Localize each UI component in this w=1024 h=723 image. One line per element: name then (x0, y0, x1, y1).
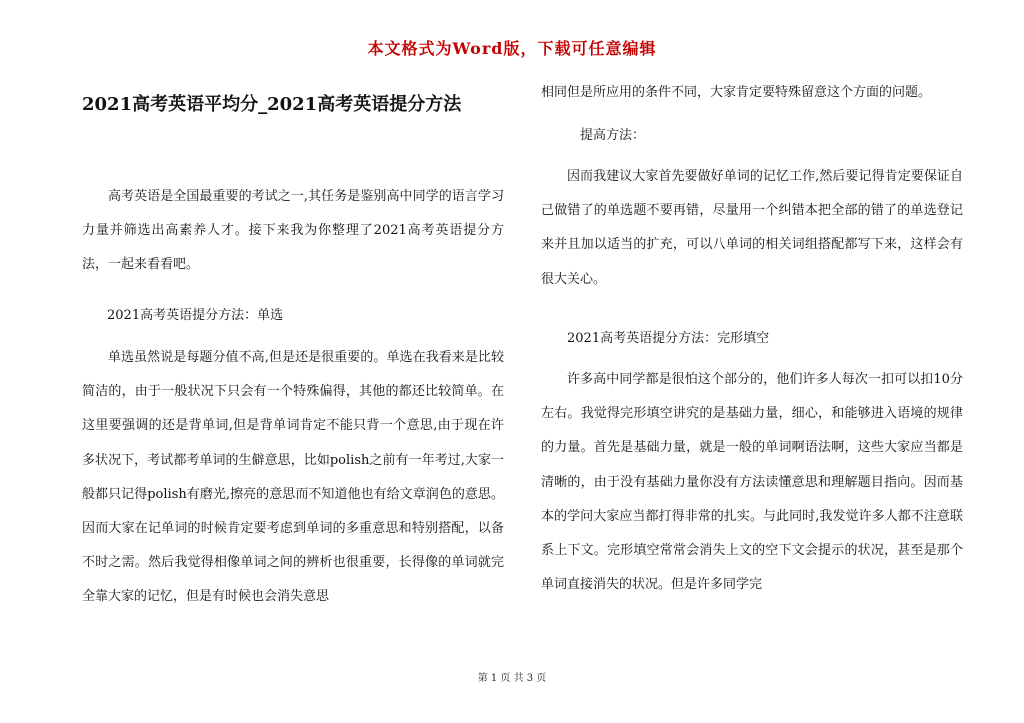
page-number-footer: 第 1 页 共 3 页 (477, 673, 547, 684)
improvement-paragraph: 因而我建议大家首先要做好单词的记忆工作,然后要记得肯定要保证自己做错了的单选题不要再错，尽量用一个纠错本把全部的错了的单选登记来并且加以适当的扩充，可以八单词的相关词组搭配都写下来，这样会有很大关心。 (541, 169, 963, 287)
section-heading-single-choice: 2021高考英语提分方法：单选 (107, 308, 284, 323)
word-format-banner: 本文格式为Word版，下载可任意编辑 (367, 39, 657, 58)
document-title: 2021高考英语平均分_2021高考英语提分方法 (82, 94, 462, 115)
continued-paragraph: 相同但是所应用的条件不同，大家肯定要特殊留意这个方面的问题。 (541, 85, 932, 100)
cloze-paragraph: 许多高中同学都是很怕这个部分的，他们许多人每次一扣可以扣10分左右。我觉得完形填空讲究的是基础力量，细心，和能够进入语境的规律的力量。首先是基础力量，就是一般的单词啊语法啊，这些大家应当都是清晰的，由于没有基础力量你没有方法读懂意思和理解题目指向。因而基本的学问大家应当都打得非常的扎实。与此同时,我发觉许多人都不注意联系上下文。完形填空常常会消失上文的空下文会提示的状况，甚至是那个单词直接消失的状况。但是许多同学完 (541, 372, 963, 593)
section-heading-cloze: 2021高考英语提分方法：完形填空 (567, 331, 770, 346)
section-heading-improvement: 提高方法： (580, 128, 646, 143)
single-choice-paragraph: 单选虽然说是每题分值不高,但是还是很重要的。单选在我看来是比较简洁的，由于一般状况下只会有一个特殊偏得，其他的都还比较简单。在这里要强调的还是背单词,但是背单词肯定不能只背一个意思,由于现在许多状况下，考试都考单词的生僻意思，比如polish之前有一年考过,大家一般都只记得polish有磨光,擦亮的意思而不知道他也有给文章润色的意思。因而大家在记单词的时候肯定要考虑到单词的多重意思和特别搭配，以备不时之需。然后我觉得相像单词之间的辨析也很重要，长得像的单词就完全靠大家的记忆，但是有时候也会消失意思 (82, 350, 504, 605)
intro-paragraph: 高考英语是全国最重要的考试之一,其任务是鉴别高中同学的语言学习力量并筛选出高素养人才。接下来我为你整理了2021高考英语提分方法，一起来看看吧。 (82, 189, 504, 273)
